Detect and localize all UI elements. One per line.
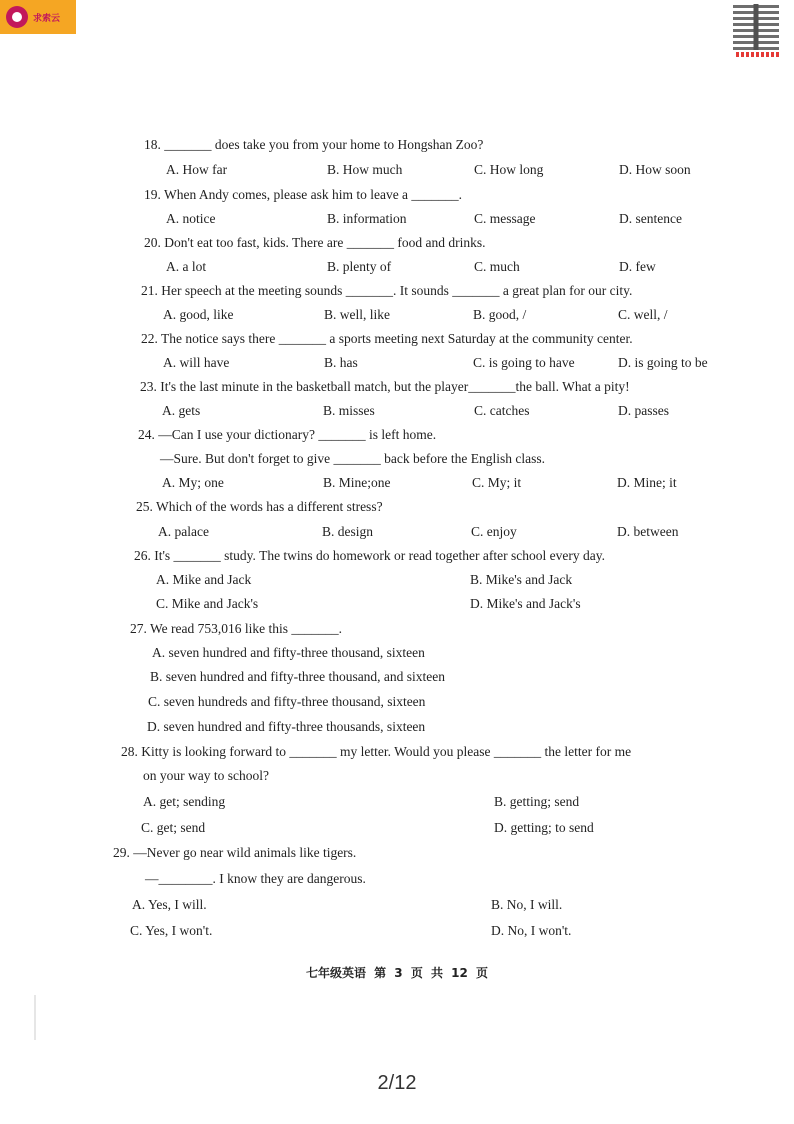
exam-line: C. well, / [618, 307, 668, 322]
exam-line: 24. —Can I use your dictionary? _______ is left home. [138, 427, 437, 442]
exam-line: B. misses [323, 403, 375, 418]
logo-text: 求索云 [33, 13, 61, 24]
qr-code-icon [733, 4, 779, 50]
exam-line: C. enjoy [471, 524, 517, 539]
margin-mark [34, 995, 36, 1040]
exam-line: B. getting; send [494, 794, 580, 809]
exam-line: B. well, like [324, 307, 390, 322]
exam-line: A. will have [163, 355, 230, 370]
exam-line: C. Yes, I won't. [130, 923, 213, 938]
exam-line: C. much [474, 259, 520, 274]
exam-line: D. How soon [619, 162, 691, 177]
exam-line: D. between [617, 524, 679, 539]
exam-line: 28. Kitty is looking forward to _______ my letter. Would you please _______ the letter for me [121, 744, 632, 759]
exam-line: B. good, / [473, 307, 527, 322]
exam-line: B. Mike's and Jack [470, 572, 573, 587]
exam-line: 18. _______ does take you from your home to Hongshan Zoo? [144, 137, 484, 152]
exam-line: C. catches [474, 403, 530, 418]
exam-line: A. get; sending [143, 794, 226, 809]
exam-line: D. is going to be [618, 355, 708, 370]
logo-icon [6, 6, 28, 28]
exam-line: D. getting; to send [494, 820, 594, 835]
exam-line: D. sentence [619, 211, 682, 226]
exam-line: 26. It's _______ study. The twins do homework or read together after school every day. [134, 548, 605, 563]
exam-line: on your way to school? [143, 768, 269, 783]
app-logo [0, 0, 76, 34]
exam-line: C. get; send [141, 820, 206, 835]
exam-line: C. How long [474, 162, 544, 177]
exam-line: 21. Her speech at the meeting sounds _______. It sounds _______ a great plan for our city. [141, 283, 633, 298]
page-footer: 七年级英语 第 3 页 共 12 页 [305, 966, 489, 980]
exam-line: A. Yes, I will. [132, 897, 207, 912]
exam-line: D. few [619, 259, 656, 274]
exam-line: A. My; one [162, 475, 224, 490]
exam-line: 29. —Never go near wild animals like tigers. [113, 845, 357, 860]
exam-line: D. passes [618, 403, 669, 418]
exam-line: B. How much [327, 162, 403, 177]
exam-line: A. seven hundred and fifty-three thousand, sixteen [152, 645, 425, 660]
exam-line: A. palace [158, 524, 209, 539]
exam-line: A. notice [166, 211, 216, 226]
exam-line: C. My; it [472, 475, 522, 490]
page-indicator: 2/12 [377, 1072, 417, 1094]
exam-line: B. seven hundred and fifty-three thousand, and sixteen [150, 669, 446, 684]
exam-line: 19. When Andy comes, please ask him to leave a _______. [144, 187, 463, 202]
exam-line: D. Mine; it [617, 475, 677, 490]
exam-line: C. Mike and Jack's [156, 596, 259, 611]
exam-line: A. gets [162, 403, 201, 418]
exam-line: 20. Don't eat too fast, kids. There are _______ food and drinks. [144, 235, 486, 250]
exam-line: 23. It's the last minute in the basketball match, but the player_______the ball. What a pity! [140, 379, 630, 394]
exam-line: C. is going to have [473, 355, 575, 370]
exam-line: B. has [324, 355, 358, 370]
exam-line: B. No, I will. [491, 897, 563, 912]
exam-line: C. message [474, 211, 536, 226]
exam-line: A. Mike and Jack [156, 572, 252, 587]
exam-line: —Sure. But don't forget to give _______ back before the English class. [160, 451, 545, 466]
exam-line: D. No, I won't. [491, 923, 572, 938]
exam-line: C. seven hundreds and fifty-three thousand, sixteen [148, 694, 426, 709]
exam-line: 25. Which of the words has a different stress? [136, 499, 383, 514]
exam-line: D. Mike's and Jack's [470, 596, 581, 611]
exam-line: D. seven hundred and fifty-three thousands, sixteen [147, 719, 426, 734]
exam-line: B. information [327, 211, 407, 226]
exam-line: A. good, like [163, 307, 234, 322]
exam-line: B. Mine;one [323, 475, 391, 490]
exam-line: —________. I know they are dangerous. [145, 871, 366, 886]
exam-line: A. How far [166, 162, 228, 177]
qr-caption-strip [736, 52, 780, 57]
exam-line: 27. We read 753,016 like this _______. [130, 621, 343, 636]
exam-line: B. design [322, 524, 374, 539]
exam-line: 22. The notice says there _______ a sports meeting next Saturday at the community center. [141, 331, 633, 346]
exam-line: A. a lot [166, 259, 207, 274]
exam-line: B. plenty of [327, 259, 392, 274]
